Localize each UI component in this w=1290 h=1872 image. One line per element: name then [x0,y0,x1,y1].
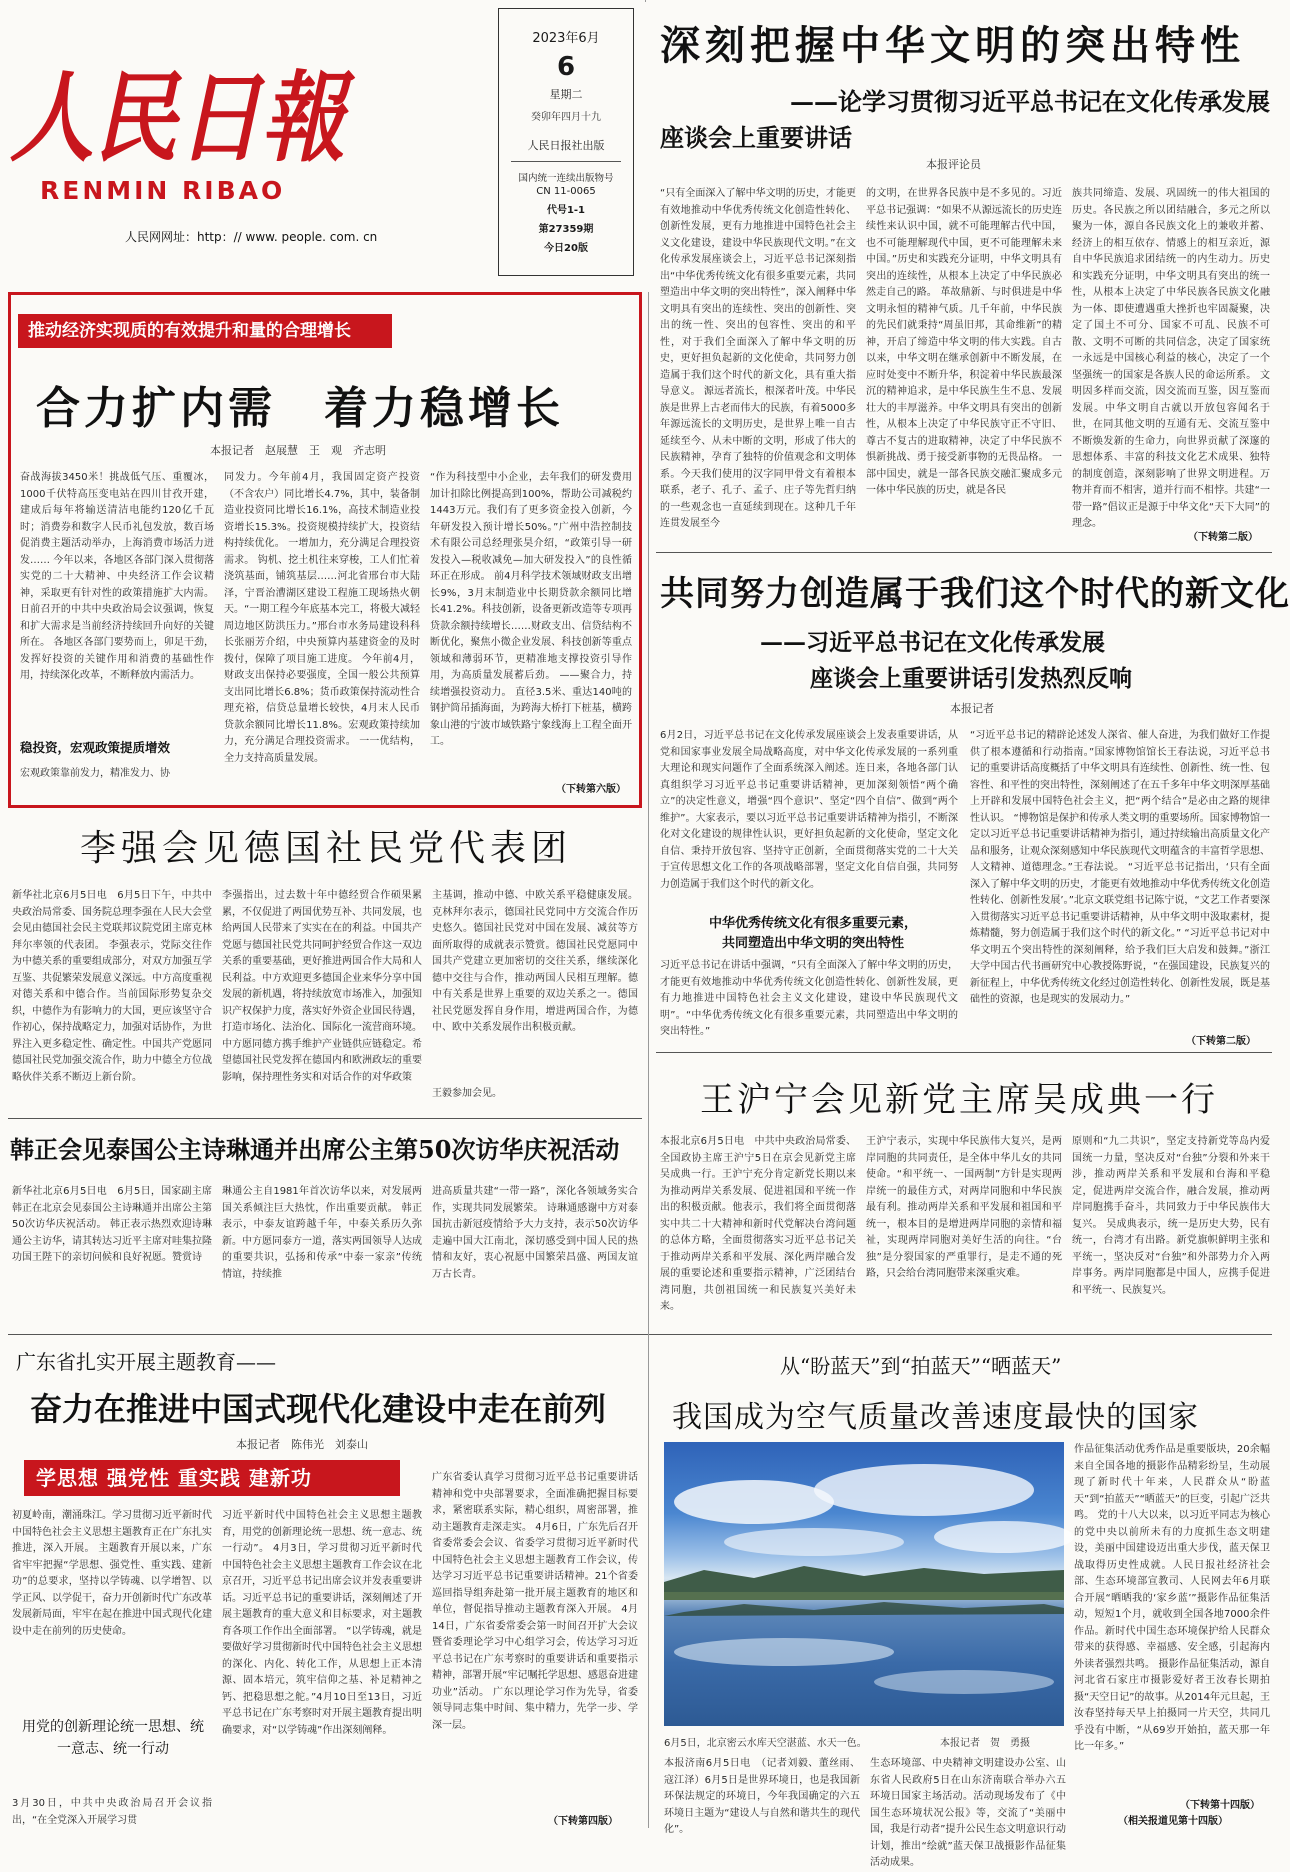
lead-column-1: “只有全面深入了解中华文明的历史，才能更有效地推动中华优秀传统文化创造性转化、创新性发展，更有力地推进中国特色社会主义文化建设，建设中华民族现代文明。”在文化传承发展座谈会上，习近平总书记深刻指出“中华优秀传统文化有很多重要元素，共同塑造出中华文明的突出特性”，深入阐释中华文明具有突出的连续性、突出的创新性、突出的统一性、突出的包容性、突出的和平性，对于我们全面深入了解中华文明的历史，更好担负起新的文化使命，共同努力创造属于我们这个时代的新文化，具有重大指导意义。 源远者流长，根深者叶茂。中华民族是世界上古老而伟大的民族，有着5000多年源远流长的文明历史，是世界上唯一自古延续至今、从未中断的文明，形成了伟大的民族精神，孕育了独特的价值观念和文明体系。今天我们使用的汉字同甲骨文有着根本联系，老子、孔子、孟子、庄子等先哲归纳的一些观念也一直延续到现在。这种几千年连贯发展至今 [660,188,856,529]
feature-column-2: 同发力。今年前4月，我国固定资产投资（不含农户）同比增长4.7%，其中，装备制造业投资同比增长16.1%，高技术制造业投资增长15.3%。投资规模持续扩大，投资结构持续优化。 一增加力，充分满足合理投资需求。 钩机、挖土机往来穿梭，工人们忙着浇筑基面，铺筑基层……河北省邢台市大陆泽，宁晋治漕湖区建设工程施工现场热火朝天。“一期工程今年底基本完工，将极大减轻周边地区防洪压力。”邢台市水务局建设科科长张丽芳介绍，中央预算内基建资金的及时拨付，保障了项目施工进度。 今年前4月，财政支出保持必要强度，全国一般公共预算支出同比增长6.8%；货币政策保持流动性合理充裕，信贷总量增长较快，4月末人民币贷款余额同比增长11.8%。宏观政策持续加力，充分满足合理投资需求。 一一优结构，全力支持高质量发展。 [224,472,420,764]
day-number: 6 [556,52,576,82]
culture-subtitle-1: ——习近平总书记在文化传承发展 [760,629,1105,656]
bluesky-column-2: 生态环境部、中央精神文明建设办公室、山东省人民政府5日在山东济南联合举办六五环境日国家主场活动。活动现场发布了《中国生态环境状况公报》等，交流了“美丽中国，我是行动者”提升公民生态文明意识行动计划，推出“绘就”蓝天保卫战摄影作品征集活动成果。 [870,1758,1066,1868]
culture-continue-note: （下转第二版） [1186,1036,1256,1047]
feature-label-bar: 推动经济实现质的有效提升和量的合理增长 [18,314,392,348]
guangdong-theme-bar: 学思想 强党性 重实践 建新功 [24,1460,400,1496]
lunar-date: 癸卯年四月十九 [531,112,601,123]
website-line: 人民网网址：http：// www. people. com. cn [125,230,378,244]
culture-byline: 本报记者 [950,702,994,715]
guangdong-column-3: 广东省委认真学习贯彻习近平总书记重要讲话精神和党中央部署要求，全面准确把握目标要求，紧密联系实际，精心组织，周密部署，推动主题教育走深走实。 4月6日，广东先后召开省委常委会会议、省委学习贯彻习近平新时代中国特色社会主义思想主题教育工作会议，传达学习习近平总书记重要讲话精神。21个省委巡回指导组奔赴第一批开展主题教育的地区和单位，督促指导推动主题教育深入开展。 4月14日，广东省委常委会第一时间召开扩大会议暨省委理论学习中心组学习会，传达学习习近平总书记在广东考察时的重要讲话和重要指示精神，部署开展“牢记嘱托学思想、感恩奋进建功业”活动。 广东以理论学习作为先导，省委领导同志集中时间、集中精力，先学一步、学深一层。 [432,1472,638,1731]
year-month: 2023年6月 [532,31,600,46]
weekday: 星期二 [549,88,583,101]
newspaper-logo [10,4,356,176]
postal-code: 代号1-1 [546,205,586,216]
lead-column-3: 族共同缔造、发展、巩固统一的伟大祖国的历史。各民族之所以团结融合，多元之所以聚为一体，源自各民族文化上的兼收并蓄、经济上的相互依存、情感上的相互亲近，源自中华民族追求团结统一的内生动力。历史和实践充分证明，中华文明具有突出的统一性，从根本上决定了中华民族各民族文化融为一体、即使遭遇重大挫折也牢固凝聚，决定了国土不可分、国家不可乱、民族不可散、文明不可断的共同信念，决定了国家统一永远是中国核心利益的核心，决定了一个坚强统一的国家是各族人民的命运所系。 文明因多样而交流，因交流而互鉴，因互鉴而发展。中华文明自古就以开放包容闻名于世，在同其他文明的互通有无、交流互鉴中不断焕发新的生命力，向世界贡献了深邃的思想体系、丰富的科技文化艺术成果、独特的制度创造，深刻影响了世界文明进程。万物并育而不相害，道并行而不相悖。共建“一带一路”倡议正是源于中华文化“天下大同”的理念。 [1072,188,1270,529]
culture-title: 共同努力创造属于我们这个时代的新文化 [660,574,1290,614]
wanghuning-column-3: 原则和“九二共识”，坚定支持新党等岛内爱国统一力量，坚决反对“台独”分裂和外来干涉，推动两岸关系和平发展和台海和平稳定，促进两岸交流合作，融合发展，推动两岸同胞携手奋斗，共同致力于中华民族伟大复兴。 吴成典表示，统一是历史大势，民有统一，台湾才有出路。新党旗帜鲜明主张和平统一，坚决反对“台独”和外部势力介入两岸事务。两岸同胞都是中国人，应携手促进和平统一、民族复兴。 [1072,1136,1270,1296]
wanghuning-title: 王沪宁会见新党主席吴成典一行 [700,1080,1218,1120]
feature-continue-note: （下转第六版） [556,784,626,795]
liqiang-column-2: 李强指出，过去数十年中德经贸合作硕果累累，不仅促进了两国优势互补、共同发展，也给两国人民带来了实实在在的利益。中国共产党愿与德国社民党共同呵护经贸合作这一双边关系的重要基础，更好推进两国合作大局和人民利益。中方欢迎更多德国企业来华分享中国发展的新机遇，将持续放宽市场准入，加强知识产权保护力度，落实好外资企业国民待遇，打造市场化、法治化、国际化一流营商环境。中方愿同德方携手维护产业链供应链稳定。希望德国社民党发挥在德国内和欧洲政坛的重要影响，保持理性务实和对话合作的对华政策 [222,890,422,1083]
feature-column-3: “作为科技型中小企业，去年我们的研发费用加计扣除比例提高到100%，帮助公司减税约1443万元。我们有了更多资金投入创新，今年研发投入预计增长50%。”广州中浩控制技术有限公司总经理张昊介绍，“政策引导一研发投入—税收减免—加大研发投入”的良性循环正在形成。 前4月科学技术领域财政支出增长9%，3月末制造业中长期贷款余额同比增长41.2%。科技创新，设备更新改造等专项再贷款余额持续增长……财政支出、信贷结构不断优化，聚焦小微企业发展、科技创新等重点领域和薄弱环节，更精准地支撑投资引导作用，为高质量发展蓄后劲。 ——聚合力，持续增强投资动力。 直径3.5米、重达140吨的钢护筒吊插海面，为跨海大桥打下桩基，横跨象山港的宁波市域铁路宁象线海上工程全面开工。 [430,472,632,747]
bluesky-column-1: 本报济南6月5日电 （记者刘毅、董丝雨、寇江泽）6月5日是世界环境日，也是我国新环保法规定的环境日，今年我国确定的六五环境日主题为“建设人与自然和谐共生的现代化”。 [664,1758,860,1835]
culture-column-1: 6月2日，习近平总书记在文化传承发展座谈会上发表重要讲话，从党和国家事业发展全局战略高度，对中华文化传承发展的一系列重大理论和现实问题作了全面系统深入阐述。连日来，各地各部门认真组织学习习近平总书记重要讲话精神，更加深刻领悟“两个确立”的决定性意义，增强“四个意识”、坚定“四个自信”、做到“两个维护”。大家表示，要以习近平总书记重要讲话精神为指引，不断深化对文化建设的规律性认识，更好担负起新的文化使命，坚定文化自信、秉持开放包容、坚持守正创新，全面贯彻落实党的二十大关于宣传思想文化工作的各项战略部署，坚定文化自信自强，共同努力创造属于我们这个时代的新文化。 [660,730,958,890]
feature-column-1b: 宏观政策靠前发力，精准发力、协 [20,768,170,779]
issue-number: 第27359期 [538,224,594,235]
publisher: 人民日报社出版 [527,139,605,152]
bluesky-continue-note: （下转第十四版） [1180,1800,1260,1811]
guangdong-column-1: 初夏岭南，潮涌珠江。学习贯彻习近平新时代中国特色社会主义思想主题教育正在广东扎实推进，深入开展。 主题教育开展以来，广东省牢牢把握“学思想、强党性、重实践、建新功”的总要求，坚持以学铸魂、以学增智、以学正风、以学促干，奋力开创新时代广东改革发展新局面，牢牢在起在推进中国式现代化建设中走在前列的历史使命。 [12,1510,212,1637]
bluesky-kicker: 从“盼蓝天”到“拍蓝天”“晒蓝天” [780,1354,1062,1378]
date-box [498,8,634,276]
liqiang-column-1: 新华社北京6月5日电 6月5日下午，中共中央政治局常委、国务院总理李强在人民大会堂会见由德国社会民主党联邦议院党团主席克林拜尔率领的代表团。 李强表示，党际交往作为中德关系的重要组成部分，对双方加强互学互鉴、共促繁荣发展意义深远。中方高度重视对德关系和中德合作。当前国际形势复杂交织，中德作为有影响力的大国，更应该坚守合作初心，保持战略定力，加强对话协作，为世界注入更多稳定性、确定性。中国共产党愿同德国社民党加强交流合作，助力中德全方位战略伙伴关系不断迈上新台阶。 [12,890,212,1083]
photo-landscape [664,1442,1064,1726]
feature-byline: 本报记者 赵展慧 王 观 齐志明 [210,444,386,457]
bluesky-column-3: 作品征集活动优秀作品是重要版块，20余幅来自全国各地的摄影作品精彩纷呈，生动展现了新时代十年来，人民群众从“盼蓝天”到“拍蓝天”“晒蓝天”的巨变，引起广泛共鸣。 党的十八大以来，以习近平同志为核心的党中央以前所未有的力度抓生态文明建设，美丽中国建设迈出重大步伐，蓝天保卫战取得历史性成就。人民日报社经济社会部、生态环境部宣教司、人民网去年6月联合开展“晒晒我的‘家乡蓝’”摄影作品征集活动，短短1个月，就收到全国各地7000余件作品。新时代中国生态环境保护给人民群众带来的获得感、幸福感、安全感，引起海内外读者强烈共鸣。 摄影作品征集活动，源自河北省石家庄市摄影爱好者王汝春长期拍摄“天空日记”的故事。从2014年元旦起，王汝春坚持每天早上拍摄同一片天空，共同几乎没有中断，“从69岁开始拍，蓝天那一年比一年多。” [1074,1444,1270,1752]
lead-column-2: 的文明，在世界各民族中是不多见的。习近平总书记强调：“如果不从源远流长的历史连续性来认识中国，就不可能理解古代中国，也不可能理解现代中国，更不可能理解未来中国。”历史和实践充分证明，中华文明具有突出的连续性，从根本上决定了中华民族必然走自己的路。 革故鼎新、与时俱进是中华文明永恒的精神气质。几千年前，中华民族的先民们就秉持“周虽旧邦，其命维新”的精神，开启了缔造中华文明的伟大实践。自古以来，中华文明在继承创新中不断发展，在应时处变中不断升华，积淀着中华民族最深沉的精神追求，是中华民族生生不息、发展壮大的丰厚滋养。中华文明具有突出的创新性，从根本上决定了中华民族守正不守旧、尊古不复古的进取精神，决定了中华民族不惧新挑战、勇于接受新事物的无畏品格。 一部中国史，就是一部各民族交融汇聚成多元一体中华民族的历史，就是各民 [866,188,1062,496]
lead-subtitle-2: 座谈会上重要讲话 [660,123,852,152]
guangdong-title: 奋力在推进中国式现代化建设中走在前列 [30,1390,607,1428]
guangdong-column-2: 习近平新时代中国特色社会主义思想主题教育，用党的创新理论统一思想、统一意志、统一行动”。 4月3日，学习贯彻习近平新时代中国特色社会主义思想主题教育工作会议在北京召开，习近平总书记出席会议并发表重要讲话。习近平总书记的重要讲话，深刻阐述了开展主题教育的重大意义和目标要求，对主题教育各项工作作出全面部署。 “以学铸魂，就是要做好学习贯彻新时代中国特色社会主义思想的深化、内化、转化工作，从思想上正本清源、固本培元，筑牢信仰之基、补足精神之钙、把稳思想之舵。”4月10日至13日，习近平总书记在广东考察时对开展主题教育提出明确要求，对“以学铸魂”作出深刻阐释。 [222,1510,422,1736]
liqiang-column-3: 主基调，推动中德、中欧关系平稳健康发展。 克林拜尔表示，德国社民党同中方交流合作历史悠久。德国社民党对中国在发展、减贫等方面所取得的成就表示赞赏。德国社民党愿同中国共产党建立更加密切的交往关系，继续深化德中交往与合作，推动两国人民相互理解。德中有关系是世界上重要的双边关系之一。德国社民党愿发挥自身作用，增进两国合作，为德中、欧中关系发展作出积极贡献。 [432,890,638,1033]
culture-subtitle-2: 座谈会上重要讲话引发热烈反响 [810,665,1132,692]
cn-number: CN 11-0065 [536,186,596,197]
hanzheng-column-1: 新华社北京6月5日电 6月5日，国家副主席韩正在北京会见泰国公主诗琳通并出席公主第50次访华庆祝活动。 韩正表示热烈欢迎诗琳通公主访华，请其转达习近平主席对哇集拉隆功国王陛下的亲切问候和良好祝愿。赞赏诗 [12,1186,212,1263]
lead-byline: 本报评论员 [926,158,981,171]
lead-continue-note: （下转第二版） [1188,532,1258,543]
feature-subhead: 稳投资，宏观政策提质增效 [20,740,171,755]
pinyin-wordmark: RENMIN RIBAO [40,176,286,205]
bluesky-photo [664,1442,1064,1726]
guangdong-byline: 本报记者 陈伟光 刘泰山 [236,1438,368,1451]
culture-column-2: “习近平总书记的精辟论述发人深省、催人奋进，为我们做好工作提供了根本遵循和行动指南。”国家博物馆馆长王春法说，习近平总书记的重要讲话高度概括了中华文明具有连续性、创新性、统一性、包容性、和平性的突出特性，深刻阐述了在五千多年中华文明深厚基础上开辟和发展中国特色社会主义，把“两个结合”是必由之路的规律性认识。 “博物馆是保护和传承人类文明的重要场所。国家博物馆一定以习近平总书记重要讲话精神为指引，通过持续输出高质量文化产品和服务，让观众深刻感知中华民族现代文明蕴含的丰富哲学思想、人文精神、道德理念。”王春法说。 “习近平总书记指出，‘只有全面深入了解中华文明的历史，才能更有效地推动中华优秀传统文化创造性转化、创新性发展’。”北京文联党组书记陈宁说，“文艺工作者要深入贯彻落实习近平总书记重要讲话精神，从中华文明中汲取素材，提炼精髓，努力创造属于我们这个时代的新文化。” “习近平总书记对中华文明五个突出特性的深刻阐释，给予我们巨大启发和鼓舞。”浙江大学中国古代书画研究中心教授陈野说，“在强国建设，民族复兴的新征程上，中华优秀传统文化经过创造性转化、创新性发展，既是基础性的资源，也是现实的发展动力。” [970,730,1270,1005]
guangdong-column-1b: 3月30日，中共中央政治局召开会议指出，“在全党深入开展学习贯 [12,1798,212,1826]
culture-quote-head-1: 中华优秀传统文化有很多重要元素， [708,916,917,931]
liqiang-title: 李强会见德国社民党代表团 [80,828,573,869]
hanzheng-column-3: 进高质量共建“一带一路”，深化各领域务实合作，实现共同发展繁荣。 诗琳通感谢中方对泰国抗击新冠疫情给予大力支持，表示50次访华走遍中国大江南北，深切感受到中国人民的热情和友好，衷心祝愿中国繁荣昌盛、两国友谊万古长青。 [432,1186,638,1280]
hanzheng-title: 韩正会见泰国公主诗琳通并出席公主第50次访华庆祝活动 [10,1135,620,1164]
bluesky-related-note: （相关报道见第十四版） [1118,1816,1228,1827]
guangdong-kicker: 广东省扎实开展主题教育—— [16,1350,276,1374]
hanzheng-column-2: 琳通公主自1981年首次访华以来，对发展两国关系倾注巨大热忱，作出重要贡献。 韩正表示，中泰友谊跨越千年，中泰关系历久弥新。中方愿同泰方一道，落实两国领导人达成的重要共识，弘扬和传承“中泰一家亲”传统情谊，持续推 [222,1186,422,1280]
lead-title: 深刻把握中华文明的突出特性 [660,22,1245,69]
guangdong-quote: 用党的创新理论统一思想、统一意志、统一行动 [22,1719,204,1757]
logo-text: 人民日報 [10,61,356,176]
serial-label: 国内统一连续出版物号 [518,173,614,184]
bluesky-title: 我国成为空气质量改善速度最快的国家 [672,1400,1199,1435]
photo-credit: 本报记者 贺 勇摄 [940,1738,1030,1749]
culture-column-1b: 习近平总书记在讲话中强调，“只有全面深入了解中华文明的历史，才能更有效地推动中华优秀传统文化创造性转化、创新性发展，更有力地推进中国特色社会主义文化建设，建设中华民族现代文明”。“中华优秀传统文化有很多重要元素，共同塑造出中华文明的突出特性。” [660,960,958,1037]
feature-title: 合力扩内需 着力稳增长 [36,383,564,434]
page-count: 今日20版 [544,243,588,254]
lead-subtitle-1: ——论学习贯彻习近平总书记在文化传承发展 [790,87,1270,116]
guangdong-continue-note: （下转第四版） [548,1816,618,1827]
photo-caption: 6月5日，北京密云水库天空湛蓝、水天一色。 [664,1738,867,1749]
wanghuning-column-1: 本报北京6月5日电 中共中央政治局常委、全国政协主席王沪宁5日在京会见新党主席吴成典一行。王沪宁充分肯定新党长期以来为推动两岸关系发展、促进祖国和平统一作出的积极贡献。他表示，我们将全面贯彻落实中共二十大精神和新时代党解决台湾问题的总体方略，全面贯彻落实习近平总书记关于推动两岸关系和平发展、深化两岸融合发展的重要论述和重要指示精神，广泛团结台湾同胞，共创祖国统一和民族复兴美好未来。 [660,1136,856,1312]
masthead [0,0,500,262]
wanghuning-column-2: 王沪宁表示，实现中华民族伟大复兴，是两岸同胞的共同责任，是全体中华儿女的共同使命。“和平统一、一国两制”方针是实现两岸统一的最佳方式，对两岸同胞和中华民族最有利。推动两岸关系和平发展和祖国和平统一，根本目的是增进两岸同胞的亲情和福祉，实现两岸同胞对美好生活的向往。“台独”是分裂国家的严重罪行，是走不通的死路，只会给台湾同胞带来深重灾难。 [866,1136,1062,1279]
feature-column-1: 奋战海拔3450米！挑战低气压、重覆冰，1000千伏特高压变电站在四川甘孜开建，建成后每年将输送清洁电能约120亿千瓦时；消费券和数字人民币礼包发放，数百场促消费主题活动举办，上海消费市场活力迸发…… 今年以来，各地区各部门深入贯彻落实党的二十大精神、中央经济工作会议精神，采取更有针对性的政策措施扩大内需。 日前召开的中共中央政治局会议强调，恢复和扩大需求是当前经济持续回升向好的关键所在。 各地区各部门要势而上，卯足干劲，发挥好投资的关键作用和消费的基础性作用，持续深化改革，不断释放内需活力。 [20,472,214,681]
liqiang-extra: 王毅参加会见。 [432,1088,502,1099]
culture-quote-head-2: 共同塑造出中华文明的突出特性 [721,936,904,951]
